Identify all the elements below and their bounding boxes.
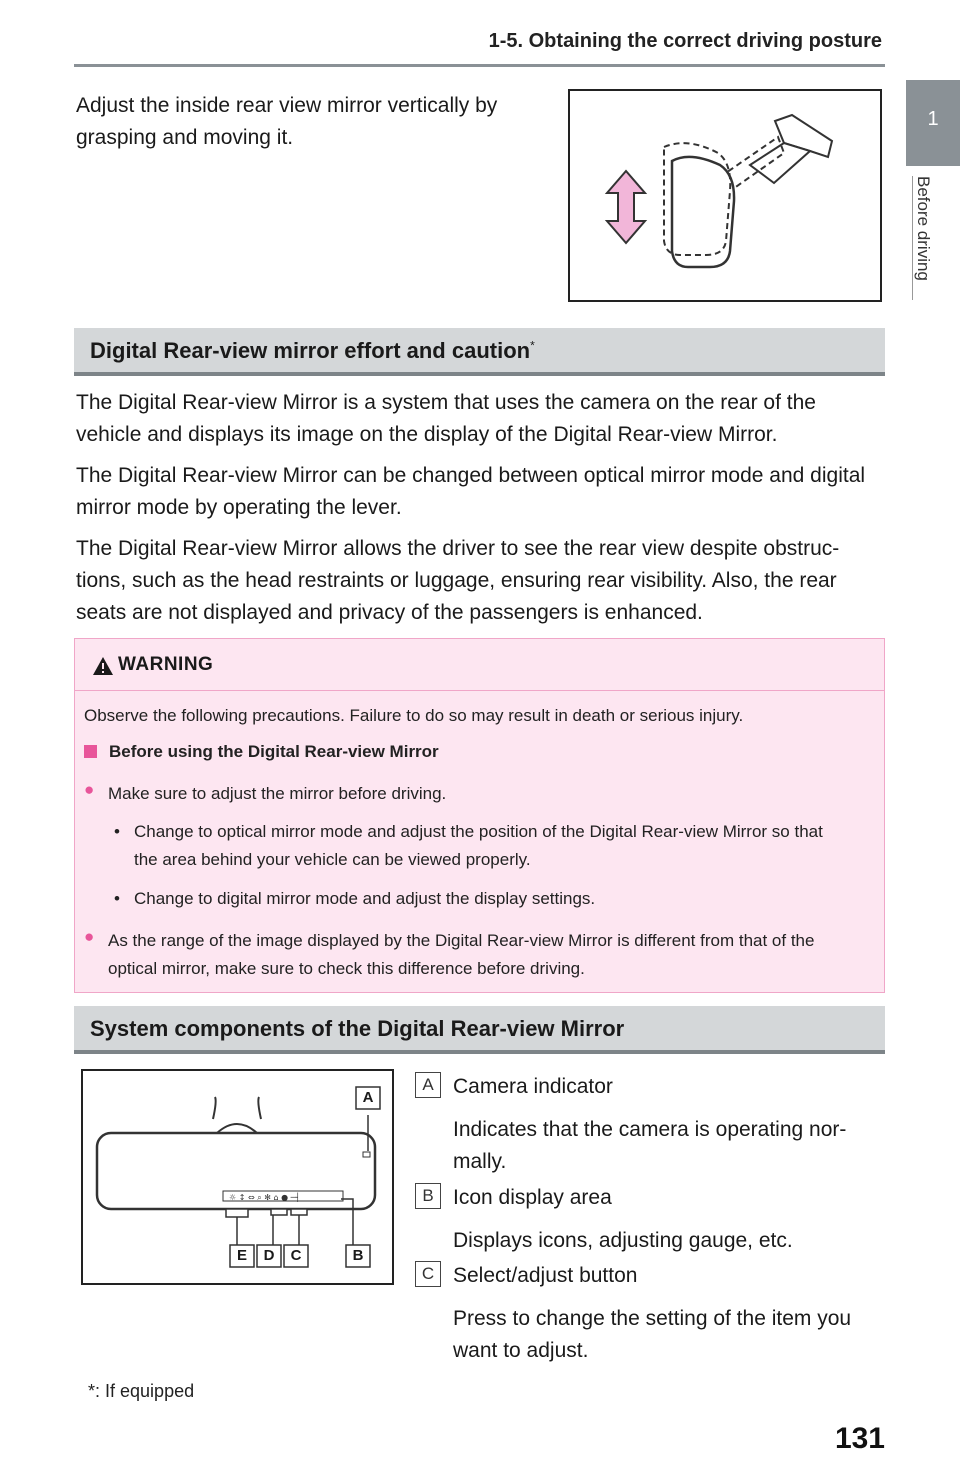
dot-bullet-icon: • [114,889,120,908]
section-heading-components [74,1006,885,1054]
chapter-tab-label: Before driving [914,176,933,281]
figure-label-c: C [290,1247,302,1264]
mirror-components-figure [81,1069,394,1285]
mirror-adjust-illustration [570,91,880,300]
figure-label-e: E [236,1247,247,1264]
warning-title: WARNING [118,654,214,675]
paragraph: The Digital Rear-view Mirror can be changed between optical mirror mode and digital mirror mode by operating the lever. [76,464,866,519]
footnote-text: : If equipped [95,1381,195,1401]
component-letter-a: A [415,1072,441,1098]
section1-body [76,387,886,638]
footnote-marker: * [88,1381,96,1401]
figure-label-d: D [263,1247,275,1264]
component-letter-c: C [415,1261,441,1287]
warning-subhead: Before using the Digital Rear-view Mirror [84,738,874,766]
mirror-adjust-figure [568,89,882,302]
component-desc-c: Press to change the setting of the item you want to adjust. [453,1307,852,1362]
chapter-tab-number: 1 [927,108,939,130]
chapter-header: 1-5. Obtaining the correct driving posture [488,30,882,52]
component-desc-a: Indicates that the camera is operating nor-mally. [453,1118,847,1173]
figure-label-a: A [362,1089,374,1106]
circle-bullet-icon: ● [84,927,95,946]
dot-bullet-icon: • [114,822,120,841]
component-title-c: Select/adjust button [453,1264,638,1287]
paragraph: The Digital Rear-view Mirror is a system that uses the camera on the rear of the vehicle and displays its image on the display of the Digital Rear-view Mirror. [76,391,816,446]
section-title: Digital Rear-view mirror effort and caution [90,338,531,363]
component-title-b: Icon display area [453,1186,612,1209]
component-desc-b: Displays icons, adjusting gauge, etc. [453,1229,793,1252]
figure-label-b: B [352,1247,364,1264]
warning-bullet-1: Change to optical mirror mode and adjust the position of the Digital Rear-view Mirror so that the area behind your vehicle can be viewed properly. [134,822,823,869]
warning-triangle-icon [92,656,114,681]
up-down-arrow-icon [607,171,645,243]
warning-item-2: As the range of the image displayed by the Digital Rear-view Mirror is different from that of the optical mirror, make sure to check this difference before driving. [108,931,815,978]
section-heading-digital-mirror [74,328,885,376]
page-number: 131 [834,1422,885,1455]
paragraph: The Digital Rear-view Mirror allows the driver to see the rear view despite obstruc-tions, such as the head restraints or luggage, ensuring rear visibility. Also, the rear seats are not displayed and privacy of the passengers is enhanced. [76,537,840,624]
warning-bullet-2: Change to digital mirror mode and adjust the display settings. [134,889,596,908]
component-letter-b: B [415,1183,441,1209]
footnote [88,1381,194,1402]
component-title-a: Camera indicator [453,1075,613,1098]
svg-text:☼ ↕ ⇔ ⌕ ✻ ⌂ ● ─┤: ☼ ↕ ⇔ ⌕ ✻ ⌂ ● ─┤ [229,1193,301,1202]
header-rule [74,64,885,67]
if-equipped-marker: * [530,338,535,353]
section-title: System components of the Digital Rear-view Mirror [90,1016,625,1041]
warning-item-1: Make sure to adjust the mirror before driving. [108,784,447,803]
square-bullet-icon [84,745,97,758]
circle-bullet-icon: ● [84,780,95,799]
intro-text: Adjust the inside rear view mirror vertically by grasping and moving it. [76,94,498,149]
warning-intro: Observe the following precautions. Failure to do so may result in death or serious injury. [84,706,744,725]
